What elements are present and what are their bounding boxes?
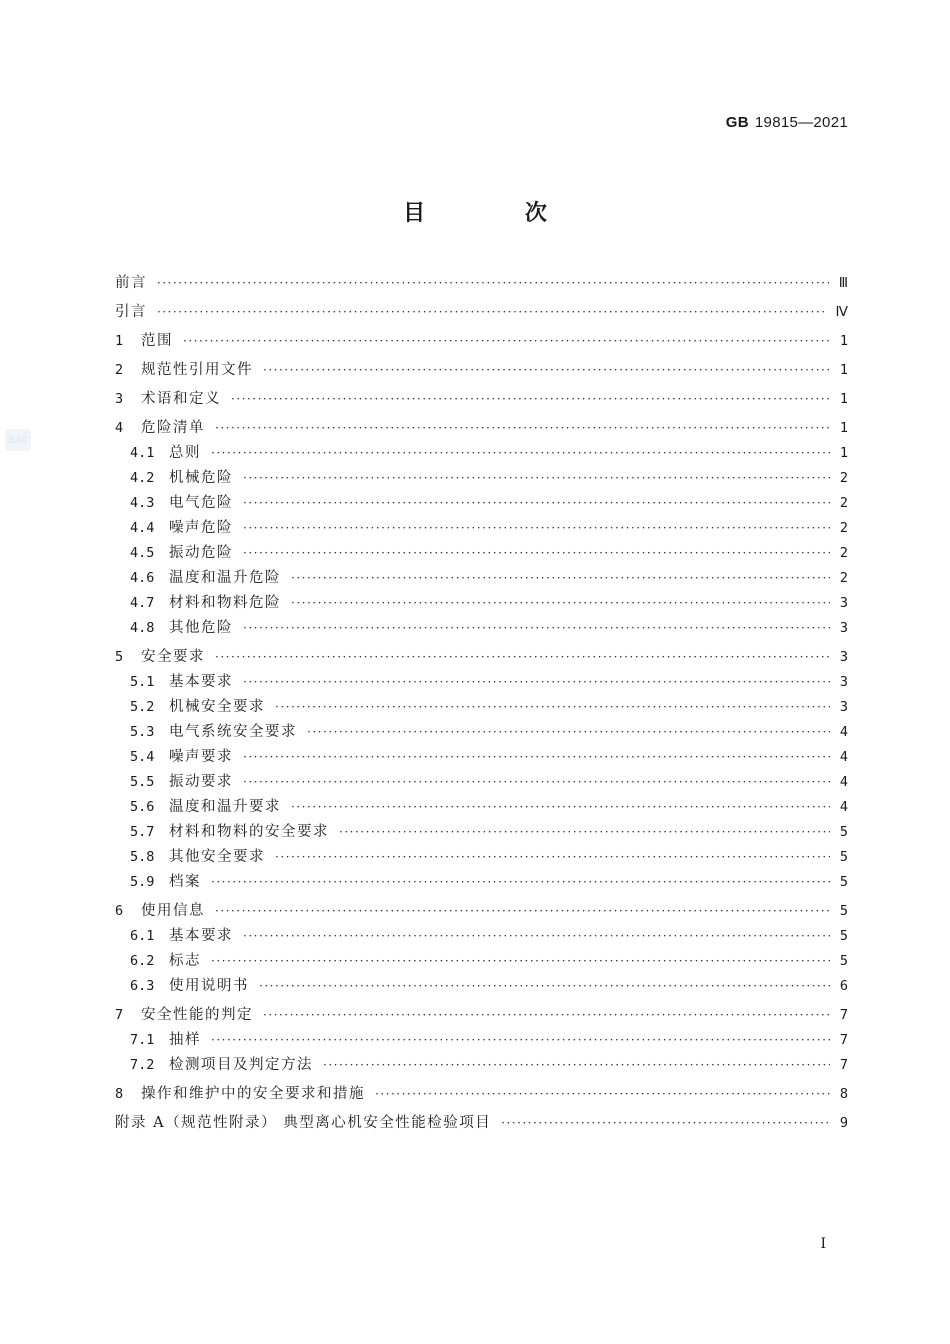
toc-entry-number: 8 (115, 1086, 124, 1102)
toc-entry-page: 5 (839, 903, 848, 919)
toc-entry-label: 术语和定义 (141, 391, 221, 407)
toc-entry-label: 前言 (115, 275, 147, 291)
toc-entry-number: 5 (115, 649, 124, 665)
toc-entry-label: 温度和温升要求 (169, 799, 281, 815)
toc-entry-number: 7.2 (130, 1057, 155, 1073)
toc-entry-label: 材料和物料的安全要求 (169, 824, 329, 840)
toc-entry[interactable] (115, 820, 848, 845)
toc-entry-page: 5 (839, 874, 848, 890)
toc-entry-page: 2 (839, 470, 848, 486)
toc-entry-page: 8 (839, 1086, 848, 1102)
toc-entry-page: 2 (839, 570, 848, 586)
toc-entry-page: 9 (839, 1115, 848, 1131)
toc-entry[interactable] (115, 566, 848, 591)
toc-entry-label: 机械危险 (169, 470, 233, 486)
toc-dot-leader (231, 387, 830, 412)
toc-dot-leader (243, 616, 830, 641)
toc-dot-leader (263, 358, 830, 383)
toc-entry[interactable] (115, 745, 848, 770)
toc-entry-number: 5.5 (130, 774, 155, 790)
toc-dot-leader (307, 720, 830, 745)
toc-entry-number: 4.1 (130, 445, 155, 461)
toc-entry-number: 5.2 (130, 699, 155, 715)
toc-dot-leader (211, 441, 830, 466)
toc-entry-page: 4 (839, 749, 848, 765)
toc-entry-page: 7 (839, 1007, 848, 1023)
toc-entry[interactable] (115, 1003, 848, 1028)
toc-entry-page: 4 (839, 774, 848, 790)
toc-dot-leader (183, 329, 830, 354)
toc-entry-label: 其他安全要求 (169, 849, 265, 865)
standard-prefix: GB (725, 114, 749, 131)
toc-entry[interactable] (115, 770, 848, 795)
toc-entry-number: 7.1 (130, 1032, 155, 1048)
toc-entry[interactable] (115, 695, 848, 720)
toc-entry[interactable] (115, 616, 848, 641)
toc-entry-page: 3 (839, 595, 848, 611)
toc-entry[interactable] (115, 924, 848, 949)
toc-entry-page: Ⅳ (835, 304, 848, 320)
toc-entry[interactable] (115, 466, 848, 491)
toc-entry-page: 7 (839, 1057, 848, 1073)
toc-entry[interactable] (115, 1082, 848, 1107)
toc-entry[interactable] (115, 416, 848, 441)
toc-entry[interactable] (115, 899, 848, 924)
toc-dot-leader (339, 820, 830, 845)
toc-entry-number: 5.9 (130, 874, 155, 890)
toc-dot-leader (291, 566, 830, 591)
toc-entry[interactable] (115, 441, 848, 466)
toc-dot-leader (211, 1028, 830, 1053)
toc-entry[interactable] (115, 845, 848, 870)
toc-entry-number: 4.6 (130, 570, 155, 586)
toc-entry[interactable] (115, 329, 848, 354)
toc-dot-leader (375, 1082, 830, 1107)
toc-entry-number: 7 (115, 1007, 124, 1023)
sac-watermark: SAC (5, 429, 31, 451)
toc-entry[interactable] (115, 1053, 848, 1078)
toc-entry-page: 3 (839, 674, 848, 690)
toc-entry-number: 6.2 (130, 953, 155, 969)
toc-entry[interactable] (115, 974, 848, 999)
toc-entry-number: 2 (115, 362, 124, 378)
toc-entry-page: 1 (839, 333, 848, 349)
toc-entry-page: 1 (839, 445, 848, 461)
toc-dot-leader (243, 770, 830, 795)
toc-entry[interactable] (115, 720, 848, 745)
toc-entry-page: 2 (839, 495, 848, 511)
toc-entry-label: 使用信息 (141, 903, 205, 919)
toc-entry-number: 5.3 (130, 724, 155, 740)
toc-dot-leader (215, 645, 830, 670)
toc-entry-label: 操作和维护中的安全要求和措施 (141, 1086, 365, 1102)
toc-dot-leader (291, 795, 830, 820)
toc-entry-page: 2 (839, 545, 848, 561)
toc-entry-label: 安全性能的判定 (141, 1007, 253, 1023)
toc-entry[interactable] (115, 300, 848, 325)
toc-entry-number: 4.7 (130, 595, 155, 611)
toc-dot-leader (275, 695, 830, 720)
toc-entry-number: 3 (115, 391, 124, 407)
toc-entry[interactable] (115, 271, 848, 296)
page-number: I (820, 1236, 826, 1252)
toc-title: 目 次 (403, 201, 593, 226)
toc-entry-label: 安全要求 (141, 649, 205, 665)
table-of-contents (115, 271, 848, 1136)
toc-entry-label: 标志 (169, 953, 201, 969)
toc-entry-number: 4.8 (130, 620, 155, 636)
standard-number: 19815—2021 (754, 114, 848, 131)
toc-entry-label: 危险清单 (141, 420, 205, 436)
toc-dot-leader (157, 300, 826, 325)
toc-entry-number: 4.3 (130, 495, 155, 511)
toc-entry-label: 振动要求 (169, 774, 233, 790)
toc-dot-leader (243, 541, 830, 566)
toc-entry-label: 检测项目及判定方法 (169, 1057, 313, 1073)
toc-entry[interactable] (115, 358, 848, 383)
toc-entry-label: 机械安全要求 (169, 699, 265, 715)
standard-code (726, 114, 848, 131)
toc-dot-leader (243, 516, 830, 541)
toc-entry-number: 4 (115, 420, 124, 436)
toc-entry[interactable] (115, 516, 848, 541)
toc-entry-label: 电气危险 (169, 495, 233, 511)
toc-entry-page: 4 (839, 799, 848, 815)
toc-entry-page: 1 (839, 391, 848, 407)
toc-entry-label: 抽样 (169, 1032, 201, 1048)
toc-entry[interactable] (115, 491, 848, 516)
toc-entry-label: 噪声要求 (169, 749, 233, 765)
toc-entry-page: 1 (839, 362, 848, 378)
toc-entry-label: 范围 (141, 333, 173, 349)
toc-entry-label: 噪声危险 (169, 520, 233, 536)
toc-dot-leader (243, 491, 830, 516)
toc-dot-leader (501, 1111, 830, 1136)
toc-dot-leader (263, 1003, 830, 1028)
toc-entry-label: 温度和温升危险 (169, 570, 281, 586)
toc-dot-leader (243, 745, 830, 770)
toc-dot-leader (211, 949, 830, 974)
toc-entry[interactable] (115, 645, 848, 670)
toc-entry-page: 2 (839, 520, 848, 536)
toc-entry-number: 4.5 (130, 545, 155, 561)
toc-entry[interactable] (115, 387, 848, 412)
toc-entry-number: 5.7 (130, 824, 155, 840)
toc-entry-page: 3 (839, 649, 848, 665)
toc-entry-label: 使用说明书 (169, 978, 249, 994)
toc-entry-label: 基本要求 (169, 674, 233, 690)
toc-entry-label: 电气系统安全要求 (169, 724, 297, 740)
toc-dot-leader (243, 466, 830, 491)
toc-entry-number: 4.2 (130, 470, 155, 486)
toc-entry-number: 5.1 (130, 674, 155, 690)
toc-entry-number: 5.4 (130, 749, 155, 765)
toc-entry[interactable] (115, 591, 848, 616)
toc-entry-number: 1 (115, 333, 124, 349)
toc-entry-label: 振动危险 (169, 545, 233, 561)
toc-entry-label: 规范性引用文件 (141, 362, 253, 378)
toc-entry-label: 附录 A（规范性附录） 典型离心机安全性能检验项目 (115, 1115, 492, 1131)
toc-entry-number: 5.6 (130, 799, 155, 815)
toc-entry-label: 材料和物料危险 (169, 595, 281, 611)
toc-entry[interactable] (115, 870, 848, 895)
toc-entry[interactable] (115, 1111, 848, 1136)
toc-dot-leader (157, 271, 829, 296)
toc-entry-label: 基本要求 (169, 928, 233, 944)
toc-dot-leader (211, 870, 830, 895)
toc-entry[interactable] (115, 795, 848, 820)
toc-entry-number: 6.1 (130, 928, 155, 944)
toc-dot-leader (243, 670, 830, 695)
toc-entry-number: 5.8 (130, 849, 155, 865)
toc-entry[interactable] (115, 670, 848, 695)
toc-entry-page: 7 (839, 1032, 848, 1048)
toc-entry-page: Ⅲ (838, 275, 848, 291)
toc-dot-leader (275, 845, 830, 870)
toc-entry-page: 3 (839, 620, 848, 636)
toc-dot-leader (215, 416, 830, 441)
toc-entry[interactable] (115, 949, 848, 974)
toc-dot-leader (215, 899, 830, 924)
toc-entry-page: 5 (839, 928, 848, 944)
toc-entry-page: 5 (839, 953, 848, 969)
toc-entry-label: 档案 (169, 874, 201, 890)
toc-entry-page: 6 (839, 978, 848, 994)
toc-entry-number: 4.4 (130, 520, 155, 536)
toc-entry-page: 5 (839, 849, 848, 865)
toc-entry-page: 5 (839, 824, 848, 840)
toc-entry-label: 其他危险 (169, 620, 233, 636)
toc-entry-page: 4 (839, 724, 848, 740)
toc-entry[interactable] (115, 541, 848, 566)
toc-dot-leader (291, 591, 830, 616)
toc-entry-page: 1 (839, 420, 848, 436)
toc-entry-label: 引言 (115, 304, 147, 320)
toc-entry-page: 3 (839, 699, 848, 715)
toc-entry-label: 总则 (169, 445, 201, 461)
toc-dot-leader (243, 924, 830, 949)
toc-dot-leader (323, 1053, 830, 1078)
toc-dot-leader (259, 974, 830, 999)
toc-entry-number: 6 (115, 903, 124, 919)
toc-entry[interactable] (115, 1028, 848, 1053)
toc-entry-number: 6.3 (130, 978, 155, 994)
